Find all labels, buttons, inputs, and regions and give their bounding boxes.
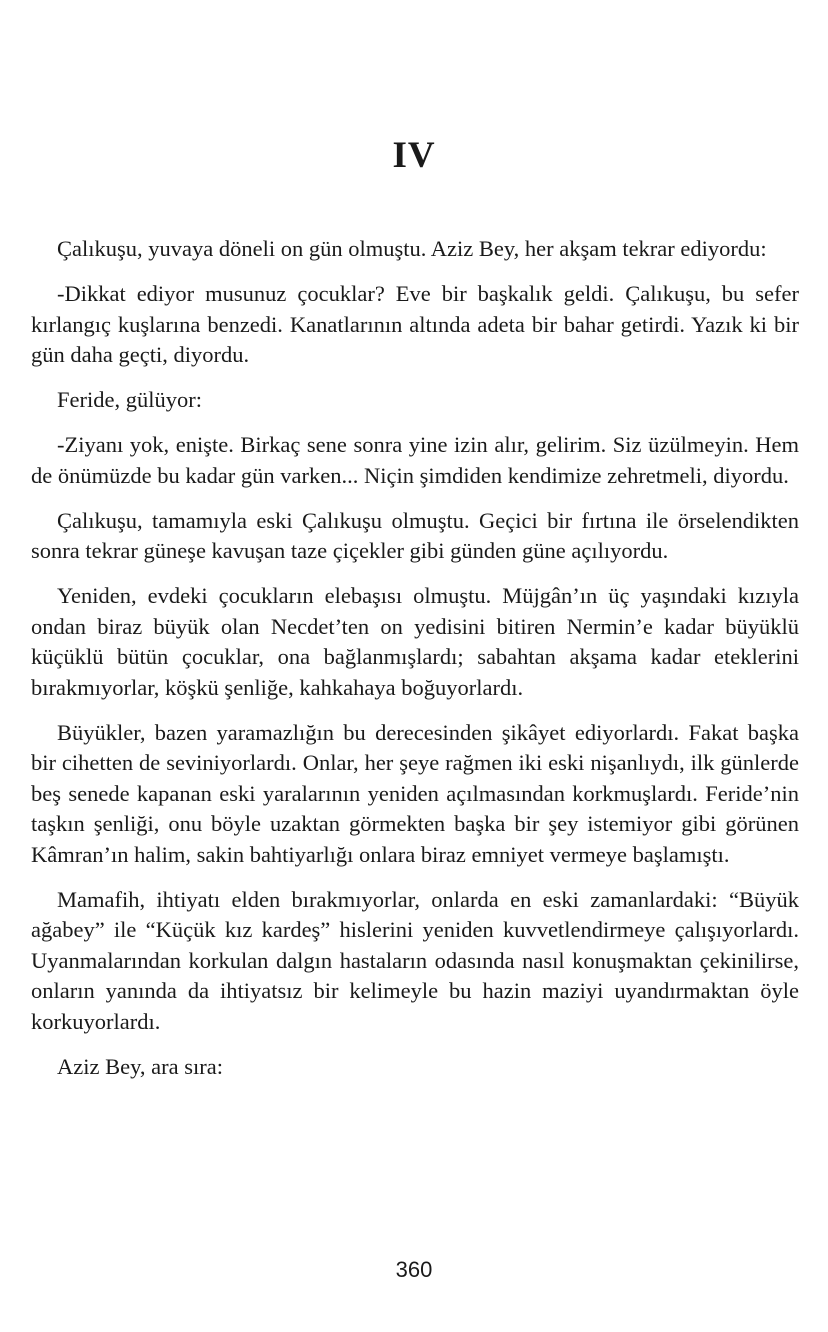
paragraph: Çalıkuşu, yuvaya döneli on gün olmuştu. Aziz Bey, her akşam tekrar ediyordu: xyxy=(57,236,767,261)
body-text xyxy=(31,234,799,1097)
paragraph: Büyükler, bazen yaramazlığın bu derecesinden şikâyet ediyorlardı. Fakat başka bir cihetten de seviniyorlardı. Onlar, her şeye rağmen iki eski nişanlıydı, ilk günlerde beş senede kapanan eski yaralarının yeniden açılmasından korkmuşlardı. Feride’nin taşkın şenliği, onu böyle uzaktan görmekten başka bir şey istemiyor gibi görünen Kâmran’ın halim, sakin bahtiyarlığı onlara biraz emniyet vermeye başlamıştı. xyxy=(31,719,799,867)
paragraph: -Ziyanı yok, enişte. Birkaç sene sonra yine izin alır, gelirim. Siz üzülmeyin. Hem de önümüzde bu kadar gün varken... Niçin şimdiden kendimize zehretmeli, diyordu. xyxy=(31,432,799,488)
paragraph: Yeniden, evdeki çocukların elebaşısı olmuştu. Müjgân’ın üç yaşındaki kızıyla ondan biraz büyük olan Necdet’ten on yedisini bitiren Nermin’e kadar büyüklü küçüklü bütün çocuklar, ona bağlanmışlardı; sabahtan akşama kadar eteklerini bırakmıyorlar, köşkü şenliğe, kahkahaya boğuyorlardı. xyxy=(31,583,799,700)
paragraph: Aziz Bey, ara sıra: xyxy=(57,1053,223,1079)
chapter-title: IV xyxy=(392,135,436,176)
page-number: 360 xyxy=(395,1257,433,1282)
paragraph: Feride, gülüyor: xyxy=(57,387,202,412)
paragraph: Çalıkuşu, tamamıyla eski Çalıkuşu olmuştu. Geçici bir fırtına ile örselendikten sonra tekrar güneşe kavuşan taze çiçekler gibi günden güne açılıyordu. xyxy=(31,507,799,563)
paragraph: Mamafih, ihtiyatı elden bırakmıyorlar, onlarda en eski zamanlardaki: “Büyük ağabey” ile “Küçük kız kardeş” hislerini yeniden kuvvetlendirmeye çalışıyorlardı. Uyanmalarından korkulan dalgın hastaların odasında nasıl konuşmaktan çekinilirse, onların yanında da ihtiyatsız bir kelimeyle bu hazin maziyi uyandırmaktan öyle korkuyorlardı. xyxy=(31,886,799,1034)
paragraph: -Dikkat ediyor musunuz çocuklar? Eve bir başkalık geldi. Çalıkuşu, bu sefer kırlangıç kuşlarına benzedi. Kanatlarının altında adeta bir bahar getirdi. Yazık ki bir gün daha geçti, diyordu. xyxy=(31,281,799,367)
